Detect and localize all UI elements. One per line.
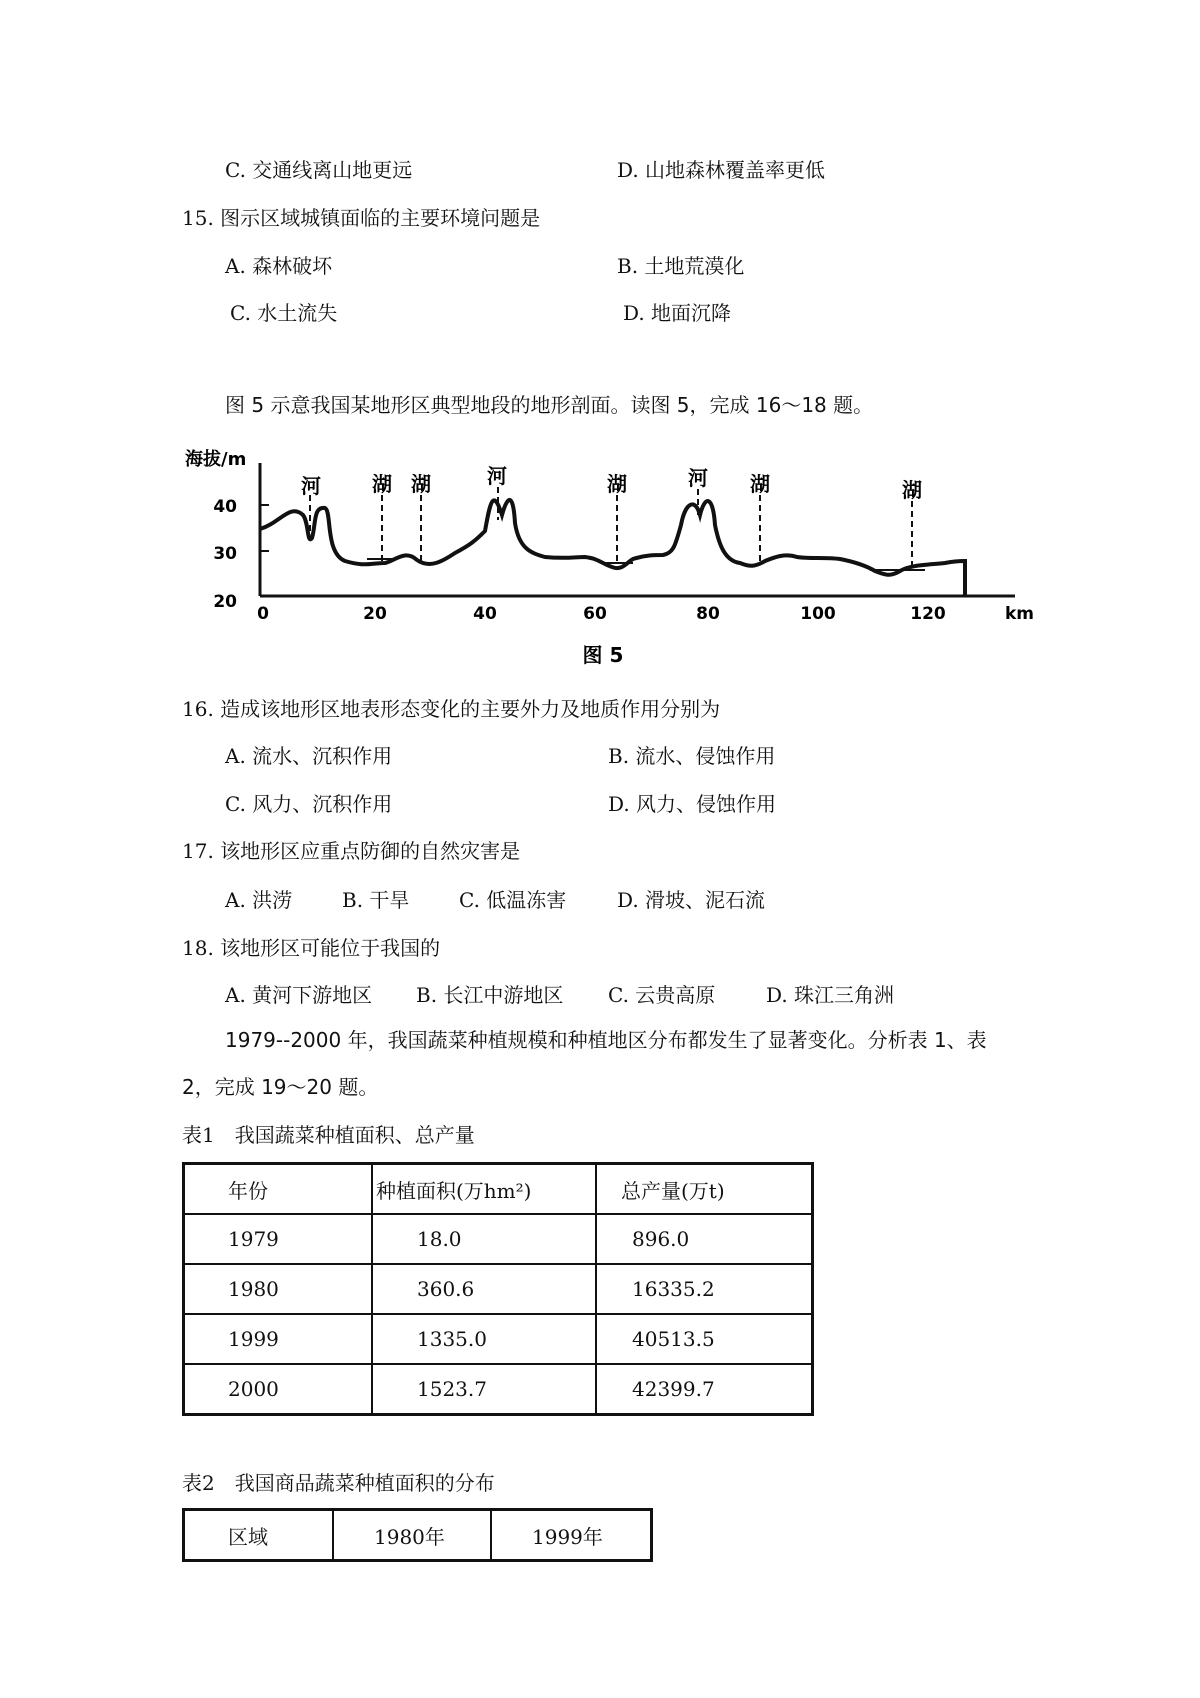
q15-option-a: A. 森林破坏 [225,254,333,278]
table-cell: 1980 [184,1264,373,1314]
xtick-label: 100 [800,604,836,624]
table-cell: 40513.5 [596,1314,813,1364]
xtick-label: 0 [257,604,269,624]
marker-label: 河 [487,464,507,488]
figure5-ylabel: 海拔/m [185,449,247,470]
table2 [182,1508,653,1562]
xtick-label: 80 [696,604,720,624]
q15-stem: 15. 图示区域城镇面临的主要环境问题是 [182,206,541,230]
table-cell: 896.0 [596,1214,813,1264]
table-header-row [184,1164,813,1215]
q16-option-c: C. 风力、沉积作用 [225,792,393,816]
figure5-xticks [257,604,1034,624]
marker-label: 湖 [607,472,627,496]
table-cell: 1523.7 [372,1364,596,1415]
q17-option-b: B. 干旱 [342,888,410,912]
table-row [184,1214,813,1264]
figure5-caption: 图 5 [582,643,624,667]
q16-option-a: A. 流水、沉积作用 [225,744,393,768]
q17-option-a: A. 洪涝 [225,888,293,912]
q18-option-d: D. 珠江三角洲 [766,983,895,1007]
x-unit: km [1005,604,1035,624]
xtick-label: 20 [363,604,387,624]
q16-option-d: D. 风力、侵蚀作用 [608,792,777,816]
marker-label: 湖 [411,472,431,496]
ytick-label: 40 [213,497,237,517]
tables-intro-line2: 2，完成 19～20 题。 [182,1075,379,1099]
q18-stem: 18. 该地形区可能位于我国的 [182,936,441,960]
q15-option-c: C. 水土流失 [230,301,338,325]
marker-label: 河 [688,466,708,490]
table-cell: 2000 [184,1364,373,1415]
table-row [184,1364,813,1415]
table-cell: 18.0 [372,1214,596,1264]
figure5-markers [301,464,922,571]
table-row [184,1264,813,1314]
ytick-label: 20 [213,592,237,612]
q17-option-d: D. 滑坡、泥石流 [617,888,766,912]
q15-option-b: B. 土地荒漠化 [617,254,745,278]
table-cell: 16335.2 [596,1264,813,1314]
xtick-label: 120 [910,604,946,624]
xtick-label: 40 [473,604,497,624]
table-header-cell: 年份 [184,1164,373,1215]
table-header-row [184,1510,652,1561]
table-header-cell: 种植面积(万hm²) [372,1164,596,1215]
marker-label: 湖 [372,472,392,496]
tables-intro-line1: 1979--2000 年，我国蔬菜种植规模和种植地区分布都发生了显著变化。分析表 1、表 [225,1028,987,1052]
figure5-intro: 图 5 示意我国某地形区典型地段的地形剖面。读图 5，完成 16～18 题。 [225,393,874,417]
terrain-profile-line [260,500,965,596]
table-header-cell: 1980年 [333,1510,491,1561]
table-cell: 1999 [184,1314,373,1364]
table1-title: 表1 我国蔬菜种植面积、总产量 [182,1123,475,1147]
ytick-label: 30 [213,544,237,564]
q14-option-c: C. 交通线离山地更远 [225,158,413,182]
table-cell: 1979 [184,1214,373,1264]
q18-option-a: A. 黄河下游地区 [225,983,373,1007]
table2-title: 表2 我国商品蔬菜种植面积的分布 [182,1471,495,1495]
q16-stem: 16. 造成该地形区地表形态变化的主要外力及地质作用分别为 [182,697,721,721]
q17-option-c: C. 低温冻害 [459,888,567,912]
table-header-cell: 区域 [184,1510,334,1561]
table-header-cell: 总产量(万t) [596,1164,813,1215]
q14-option-d: D. 山地森林覆盖率更低 [617,158,826,182]
marker-label: 湖 [750,472,770,496]
table-row [184,1314,813,1364]
q15-option-d: D. 地面沉降 [623,301,732,325]
q16-option-b: B. 流水、侵蚀作用 [608,744,776,768]
table-cell: 1335.0 [372,1314,596,1364]
q18-option-c: C. 云贵高原 [608,983,716,1007]
table-cell: 42399.7 [596,1364,813,1415]
table1 [182,1162,814,1416]
marker-label: 河 [301,474,321,498]
table-header-cell: 1999年 [491,1510,652,1561]
marker-label: 湖 [902,478,922,502]
table-cell: 360.6 [372,1264,596,1314]
figure5-terrain-profile [185,445,1045,675]
xtick-label: 60 [583,604,607,624]
q17-stem: 17. 该地形区应重点防御的自然灾害是 [182,839,521,863]
q18-option-b: B. 长江中游地区 [416,983,564,1007]
